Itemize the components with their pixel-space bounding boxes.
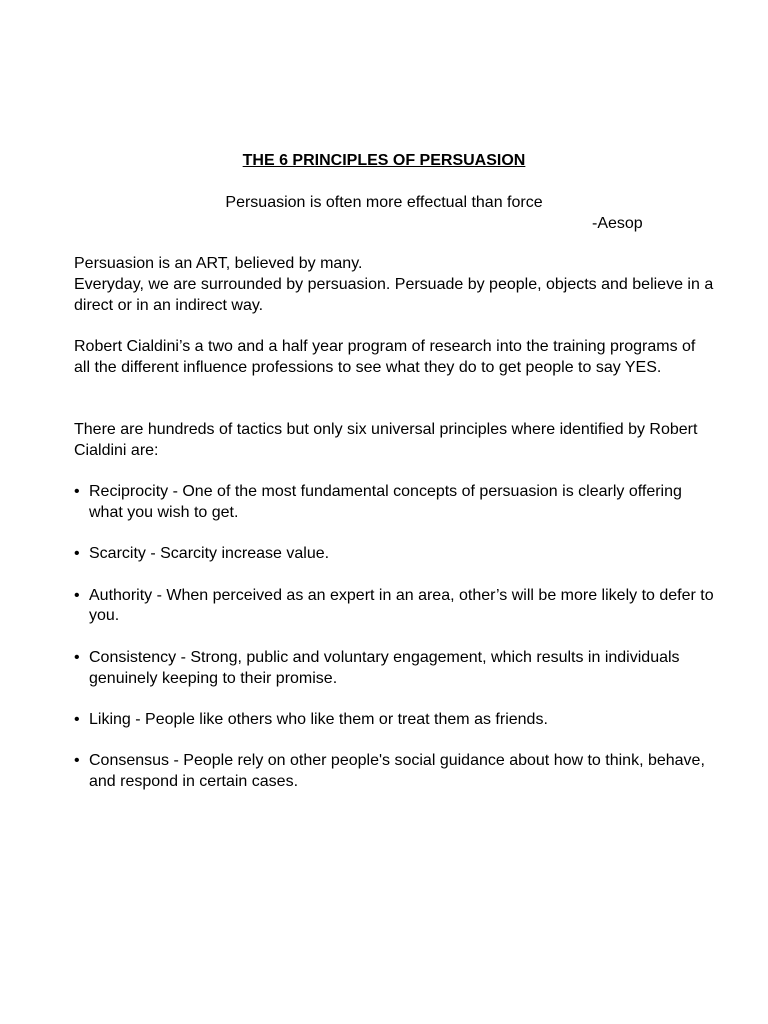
bullet-icon: • [74, 648, 80, 666]
bullet-icon: • [74, 545, 80, 563]
principle-liking: Liking - People like others who like them or treat them as friends. [89, 710, 548, 728]
bullet-icon: • [74, 710, 80, 728]
epigraph-author: -Aesop [592, 215, 643, 232]
list-item [74, 648, 714, 690]
list-item [74, 710, 714, 731]
document-title: THE 6 PRINCIPLES OF PERSUASION [242, 152, 526, 169]
principle-consensus: Consensus - People rely on other people's social guidance about how to think, behave, and respond in certain cases. [89, 752, 705, 791]
intro-line-2: Everyday, we are surrounded by persuasion. Persuade by people, objects and believe in a direct or in an indirect way. [74, 275, 714, 314]
list-item [74, 751, 714, 793]
bullet-icon: • [74, 752, 80, 770]
bullet-icon: • [74, 586, 80, 604]
tactics-paragraph: There are hundreds of tactics but only six universal principles where identified by Robert Cialdini are: [74, 421, 698, 459]
intro-paragraph [74, 254, 714, 316]
principle-reciprocity: Reciprocity - One of the most fundamental concepts of persuasion is clearly offering what you wish to get. [89, 483, 682, 521]
principles-list [74, 482, 714, 814]
bullet-icon: • [74, 483, 80, 500]
list-item [74, 586, 714, 628]
list-item [74, 544, 714, 565]
research-paragraph: Robert Cialdini’s a two and a half year program of research into the training programs of all the different influence professions to see what they do to get people to say YES. [74, 338, 696, 376]
epigraph-quote: Persuasion is often more effectual than force [225, 194, 543, 211]
intro-line-1: Persuasion is an ART, believed by many. [74, 255, 363, 272]
principle-consistency: Consistency - Strong, public and voluntary engagement, which results in individuals genuinely keeping to their promise. [89, 648, 680, 687]
list-item [74, 482, 714, 524]
principle-scarcity: Scarcity - Scarcity increase value. [89, 545, 330, 563]
principle-authority: Authority - When perceived as an expert in an area, other’s will be more likely to defer to you. [89, 586, 714, 625]
